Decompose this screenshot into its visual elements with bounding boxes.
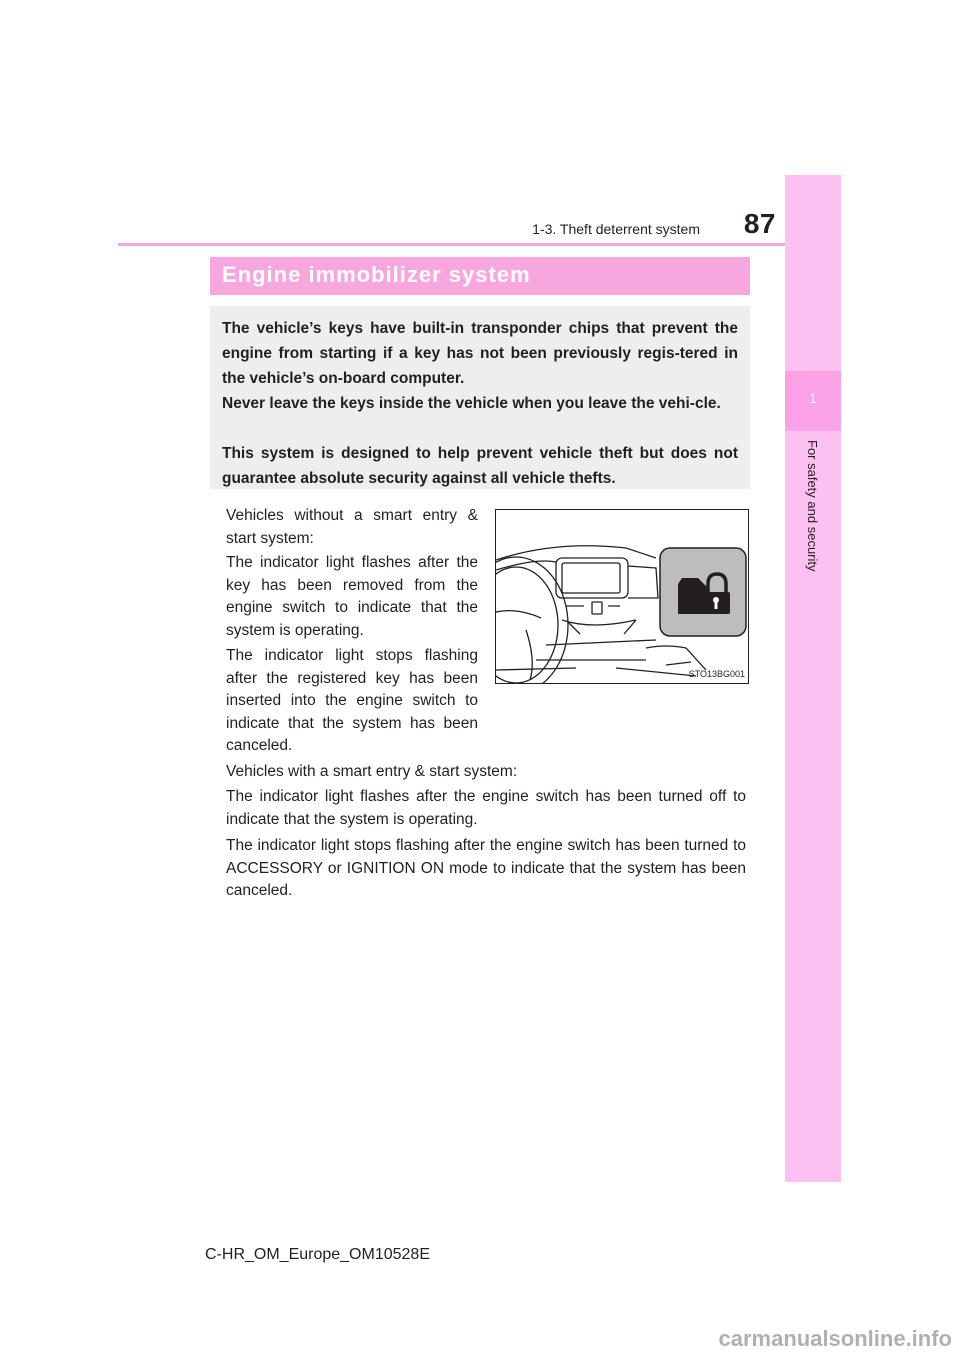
chapter-title (806, 440, 820, 590)
chapter-title-text: For safety and security (805, 440, 820, 572)
body-paragraph: The indicator light stops flashing after the registered key has been inserted into the engine switch to indicate that the system has been canceled. (226, 647, 478, 754)
dashboard-illustration (496, 510, 748, 683)
document-id: C-HR_OM_Europe_OM10528E (205, 1246, 430, 1263)
body-paragraph: The indicator light flashes after the engine switch has been turned off to indicate that the system is operating. (226, 788, 746, 828)
body-paragraph: Vehicles without a smart entry & start system: (226, 507, 478, 547)
page-number: 87 (743, 208, 776, 239)
watermark: carmanualsonline.info (718, 1326, 952, 1351)
intro-paragraph: This system is designed to help prevent vehicle theft but does not guarantee absolute security against all vehicle thefts. (222, 445, 738, 487)
body-paragraph: Vehicles with a smart entry & start system: (226, 763, 518, 780)
chapter-number: 1 (809, 390, 817, 406)
figure-code: STO13BG001 (688, 669, 745, 679)
body-paragraph: The indicator light flashes after the key has been removed from the engine switch to indicate that the system is operating. (226, 554, 478, 639)
header-rule (118, 243, 785, 246)
section-title: Engine immobilizer system (222, 262, 531, 287)
chapter-side-tab (785, 175, 841, 1182)
intro-paragraph: Never leave the keys inside the vehicle when you leave the vehi-cle. (222, 395, 721, 412)
dashboard-figure (495, 509, 749, 684)
intro-paragraph: The vehicle’s keys have built-in transponder chips that prevent the engine from starting if a key has not been previously regis-tered in the vehicle’s on-board computer. (222, 320, 738, 387)
intro-box (210, 306, 750, 489)
section-reference: 1-3. Theft deterrent system (532, 221, 700, 237)
body-paragraph: The indicator light stops flashing after the engine switch has been turned to ACCESSORY or IGNITION ON mode to indicate that the system has been canceled. (226, 837, 746, 899)
section-title-band (210, 257, 750, 295)
